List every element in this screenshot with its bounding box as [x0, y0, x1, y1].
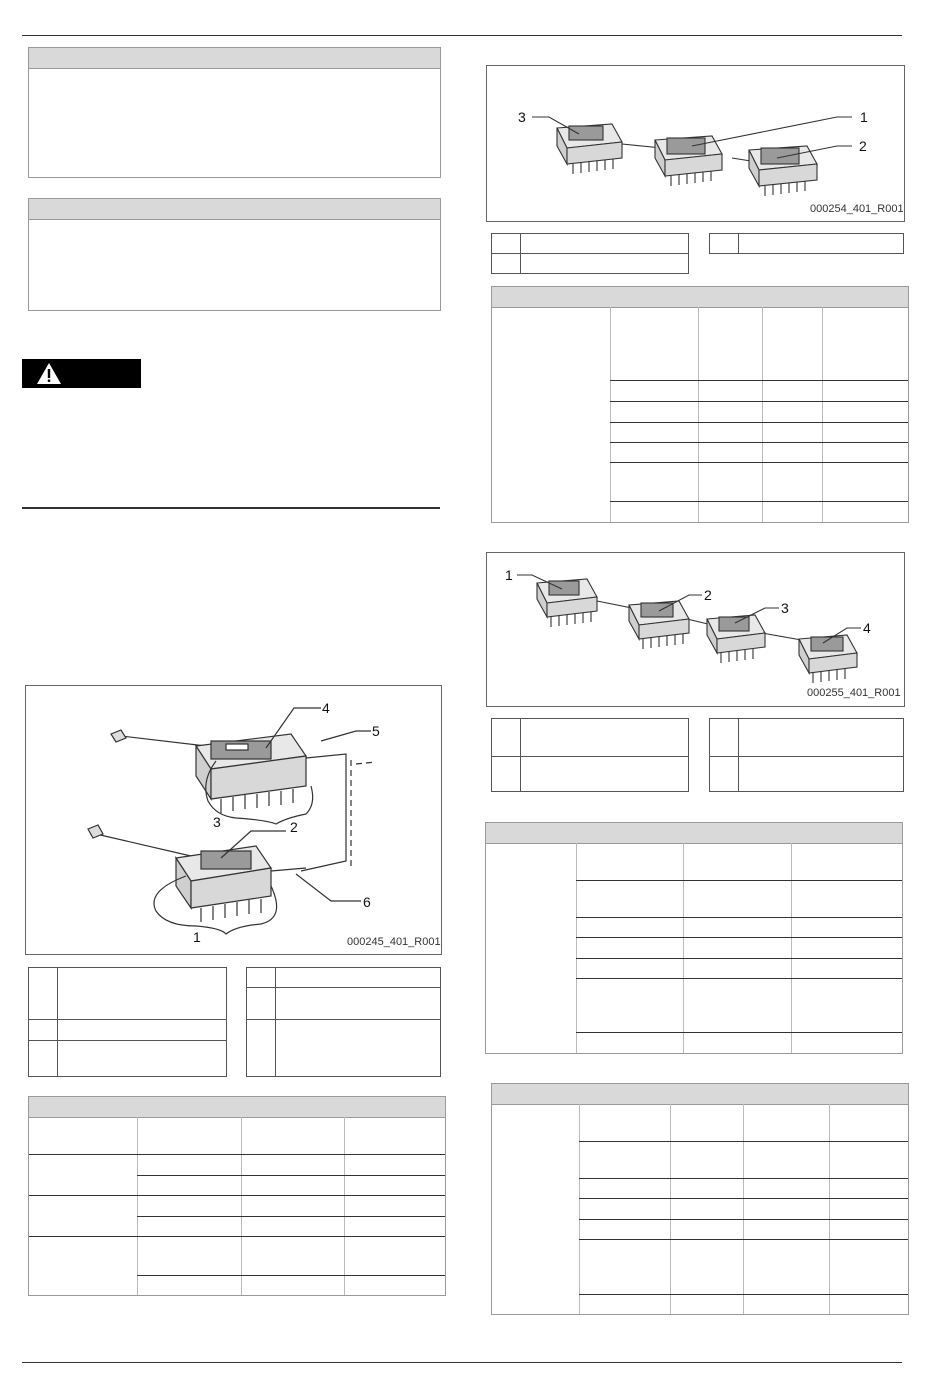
figure-3-id: 000255_401_R001	[807, 687, 901, 699]
legend-1-left	[28, 967, 227, 1077]
fig1-callout-2: 2	[290, 819, 298, 835]
table-right-2-header	[486, 823, 902, 844]
page-bottom-rule	[22, 1362, 902, 1363]
fig1-callout-1: 1	[193, 929, 201, 945]
fig1-callout-5: 5	[372, 723, 380, 739]
fig3-callout-3: 3	[781, 600, 789, 616]
figure-1	[25, 685, 442, 955]
note-box-2	[28, 198, 441, 311]
figure-2-id: 000254_401_R001	[810, 203, 904, 215]
table-right-1-header	[492, 287, 908, 308]
section-rule	[22, 507, 440, 509]
warning-label	[22, 359, 141, 388]
page-top-rule	[22, 35, 902, 36]
table-left-header	[29, 1097, 445, 1118]
fig2-callout-3: 3	[518, 109, 526, 125]
fig1-callout-4: 4	[322, 700, 330, 716]
fig2-callout-1: 1	[860, 109, 868, 125]
legend-2-left	[491, 233, 689, 274]
fig3-callout-2: 2	[704, 587, 712, 603]
legend-3-left	[491, 718, 689, 792]
warning-triangle-icon	[34, 359, 64, 388]
table-right-3	[491, 1083, 909, 1315]
table-right-3-header	[492, 1084, 908, 1105]
fig3-callout-4: 4	[863, 620, 871, 636]
table-left	[28, 1096, 446, 1296]
figure-2	[486, 65, 905, 222]
figure-3	[486, 552, 905, 707]
fig1-callout-3: 3	[213, 814, 221, 830]
fig3-callout-1: 1	[505, 567, 513, 583]
legend-3-right	[709, 718, 904, 792]
fig2-callout-2: 2	[859, 138, 867, 154]
figure-1-id: 000245_401_R001	[347, 936, 441, 948]
legend-2-right	[709, 233, 904, 254]
legend-1-right	[246, 967, 441, 1077]
figure-3-drawing	[487, 553, 906, 708]
note-box-1-header	[29, 48, 440, 69]
note-box-2-header	[29, 199, 440, 220]
note-box-1	[28, 47, 441, 178]
figure-2-drawing	[487, 66, 906, 223]
fig1-callout-6: 6	[363, 894, 371, 910]
table-right-2	[485, 822, 903, 1054]
figure-1-drawing	[26, 686, 443, 956]
table-right-1	[491, 286, 909, 523]
